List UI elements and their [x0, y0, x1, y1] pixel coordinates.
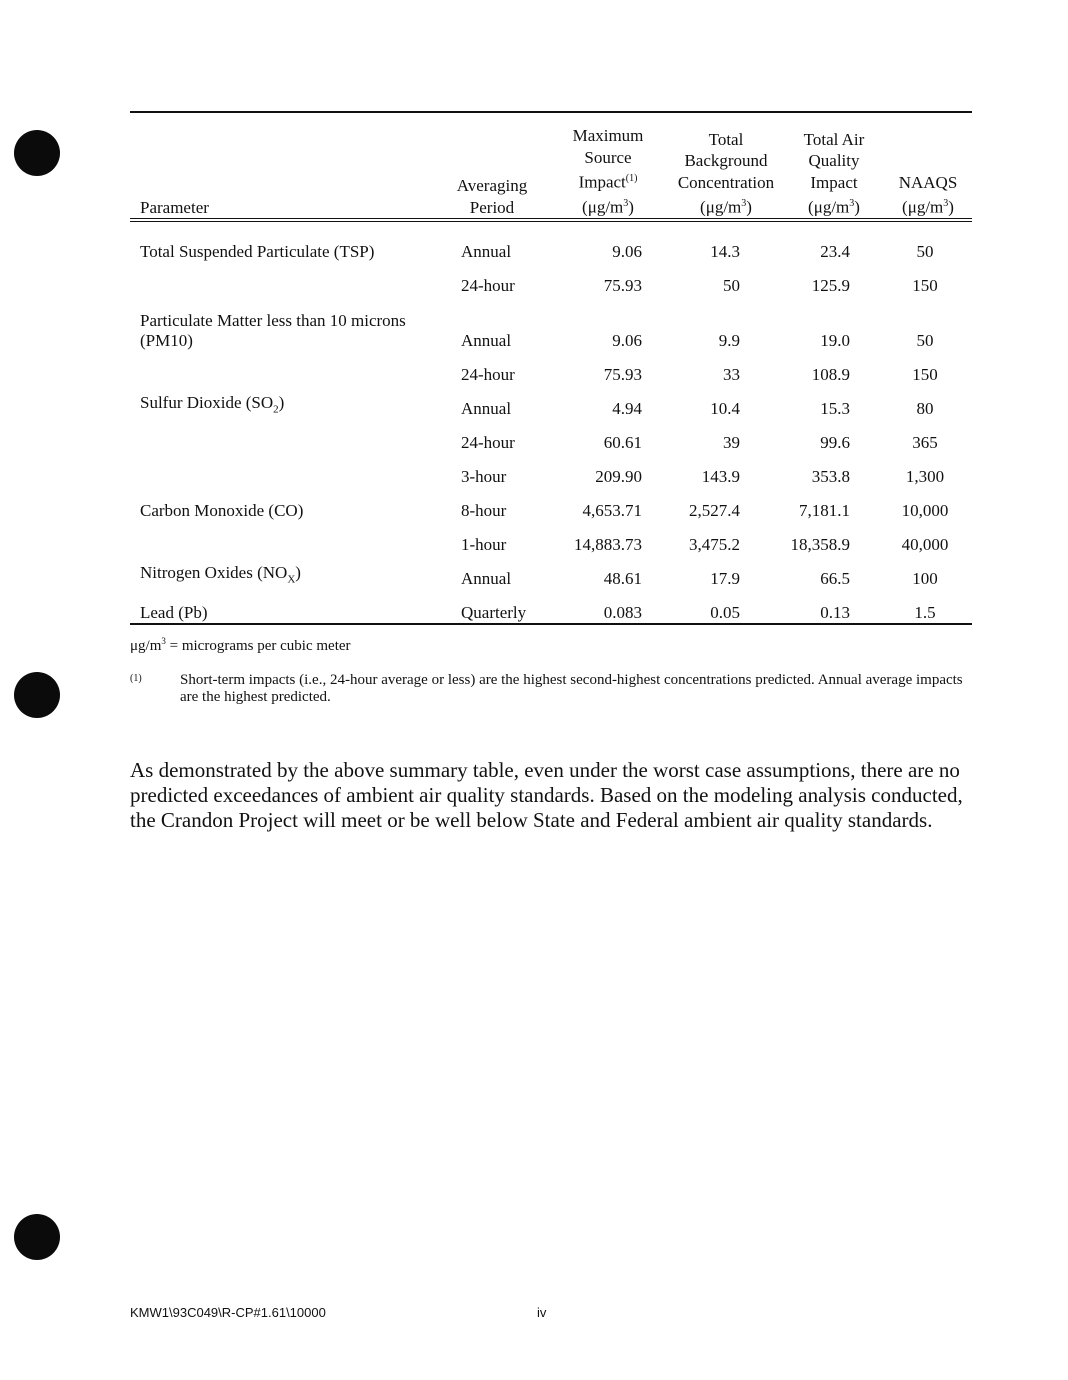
cell-max-source: 209.90 [595, 467, 642, 487]
cell-max-source: 14,883.73 [574, 535, 642, 555]
binder-hole-top [14, 130, 60, 176]
cell-background: 14.3 [710, 242, 740, 262]
summary-paragraph: As demonstrated by the above summary table, even under the worst case assumptions, there are no predicted exceedances of ambient air quality standards. Based on the modeling analysis conducted, the Crandon Project will meet or be well below State and Federal ambient air quality standards. [130, 758, 963, 832]
cell-parameter [130, 521, 436, 555]
table-row [130, 351, 972, 385]
cell-total-impact: 99.6 [820, 433, 850, 453]
cell-max-source: 4.94 [612, 399, 642, 419]
cell-total-impact: 19.0 [820, 331, 850, 351]
table-row [130, 555, 972, 589]
footer-file-path: KMW1\93C049\R-CP#1.61\10000 [130, 1305, 326, 1320]
cell-background: 39 [723, 433, 740, 453]
header-averaging-period: Averaging Period [436, 113, 548, 220]
table-row [130, 385, 972, 419]
cell-parameter [130, 351, 436, 385]
header-total-air-quality: Total Air Quality Impact $(\mu g/m^3)$ [784, 113, 884, 220]
table-row [130, 589, 972, 624]
cell-period: 24-hour [461, 365, 515, 385]
cell-background: 17.9 [710, 569, 740, 589]
cell-total-impact: 353.8 [811, 467, 850, 487]
cell-parameter: Total Suspended Particulate (TSP) [140, 242, 375, 262]
air-quality-summary-table [130, 111, 972, 625]
header-total-background: Total Background Concentration $(\mu g/m^3)$ [668, 113, 784, 220]
footnote [130, 672, 980, 706]
cell-period: Annual [461, 399, 512, 419]
cell-total-impact: 108.9 [811, 365, 850, 385]
cell-period: Annual [461, 331, 512, 351]
cell-period: 1-hour [461, 535, 507, 555]
table-row [130, 453, 972, 487]
cell-parameter: Sulfur Dioxide $(SO_2)$ [140, 392, 285, 416]
cell-naaqs: 150 [912, 276, 938, 296]
cell-background: 50 [723, 276, 740, 296]
cell-period: Annual [461, 569, 512, 589]
table-row [130, 521, 972, 555]
cell-naaqs: 1.5 [884, 589, 972, 624]
footnote-mark: (1) [130, 673, 142, 684]
binder-hole-bottom [14, 1214, 60, 1260]
table-row [130, 262, 972, 296]
cell-naaqs: 50 [916, 331, 934, 351]
cell-naaqs: 50 [916, 242, 934, 262]
cell-background: 3,475.2 [689, 535, 740, 555]
unit-note: $\mu g/m^3$ = micrograms per cubic meter [130, 636, 351, 654]
cell-background: 33 [723, 365, 740, 385]
footnote-text: Short-term impacts (i.e., 24-hour average or less) are the highest second-highest concentrations predicted. Annual average impacts are the highest predicted. [180, 672, 963, 705]
cell-total-impact: 66.5 [820, 569, 850, 589]
cell-naaqs: 150 [912, 365, 938, 385]
cell-total-impact: 18,358.9 [790, 535, 850, 555]
cell-naaqs: 10,000 [901, 501, 949, 521]
cell-max-source: 60.61 [603, 433, 642, 453]
table-row [130, 487, 972, 521]
cell-total-impact: 7,181.1 [799, 501, 850, 521]
cell-parameter [130, 262, 436, 296]
cell-background: 0.05 [668, 589, 784, 624]
cell-naaqs: 40,000 [901, 535, 949, 555]
cell-max-source: 48.61 [603, 569, 642, 589]
cell-background: 143.9 [701, 467, 740, 487]
page-number: iv [537, 1305, 547, 1320]
cell-period: 8-hour [461, 501, 507, 521]
cell-max-source: 0.083 [548, 589, 668, 624]
cell-parameter: Lead (Pb) [130, 589, 436, 624]
cell-total-impact: 15.3 [820, 399, 850, 419]
table-row [130, 220, 972, 262]
cell-total-impact: 125.9 [811, 276, 850, 296]
cell-parameter: Particulate Matter less than 10 microns (PM10) [140, 311, 406, 351]
cell-naaqs: 1,300 [905, 467, 945, 487]
cell-period: 24-hour [461, 276, 515, 296]
cell-max-source: 4,653.71 [582, 501, 642, 521]
header-naaqs: NAAQS $(\mu g/m^3)$ [884, 113, 972, 220]
cell-max-source: 9.06 [612, 331, 642, 351]
cell-background: 10.4 [710, 399, 740, 419]
table-row [130, 296, 972, 351]
cell-max-source: 75.93 [603, 276, 642, 296]
cell-max-source: 9.06 [612, 242, 642, 262]
cell-period: 24-hour [461, 433, 515, 453]
cell-background: 9.9 [718, 331, 740, 351]
cell-background: 2,527.4 [689, 501, 740, 521]
cell-total-impact: 0.13 [784, 589, 884, 624]
table-row [130, 419, 972, 453]
cell-parameter: Nitrogen Oxides $(NO_X)$ [140, 562, 301, 586]
cell-parameter [130, 419, 436, 453]
binder-hole-middle [14, 672, 60, 718]
cell-parameter: Carbon Monoxide (CO) [140, 501, 304, 521]
cell-period: Annual [461, 242, 512, 262]
cell-naaqs: 365 [912, 433, 938, 453]
cell-naaqs: 80 [916, 399, 934, 419]
cell-total-impact: 23.4 [820, 242, 850, 262]
cell-period: Quarterly [436, 589, 548, 624]
header-parameter: Parameter [130, 113, 436, 220]
cell-max-source: 75.93 [603, 365, 642, 385]
cell-naaqs: 100 [912, 569, 938, 589]
table-header-row [130, 113, 972, 220]
cell-parameter [130, 453, 436, 487]
cell-period: 3-hour [461, 467, 507, 487]
header-max-source-impact: Maximum Source Impact$^{(1)}$ $(\mu g/m^3)$ [548, 113, 668, 220]
